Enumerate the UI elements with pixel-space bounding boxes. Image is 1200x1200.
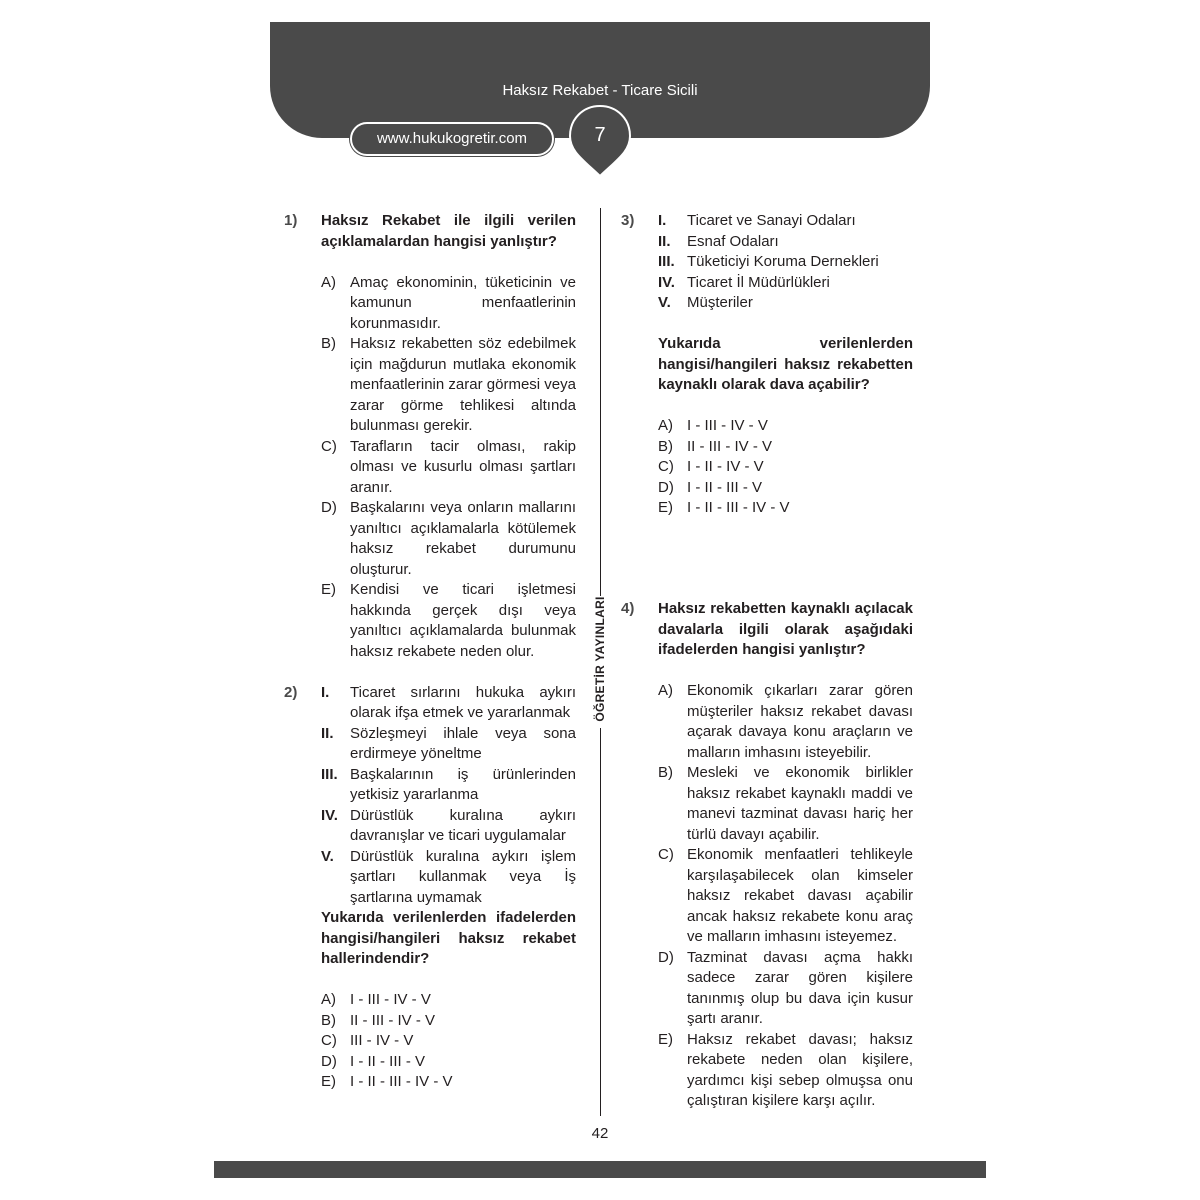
option-letter: D) [658,948,674,966]
answer-option[interactable] [658,498,913,519]
option-letter: C) [658,458,674,475]
statement-item [321,806,576,847]
option-letter: B) [321,1011,336,1029]
option-text: Ekonomik çıkarları zarar gören müşteriler haksız rekabet davası açarak davaya konu araçların ve malların imhasını isteyebilir. [687,682,913,761]
statement-item [658,252,913,273]
answer-option[interactable] [658,948,913,1030]
option-letter: A) [658,682,673,699]
option-text: Haksız rekabetten söz edebilmek için mağdurun mutlaka ekonomik menfaatlerinin zarar görmesi veya zarar görme tehlikesi altında bulunması gerekir. [350,335,576,434]
statement-text: Dürüstlük kuralına aykırı işlem şartları kullanmak veya İş şartlarına uymamak [350,847,576,906]
option-letter: A) [321,273,336,291]
option-letter: B) [658,764,673,781]
roman-numeral: III. [321,765,338,783]
question-1 [284,211,576,662]
option-text: II - III - IV - V [350,1011,436,1029]
question-number: 3) [621,212,635,229]
answer-option[interactable] [658,763,913,845]
roman-numeral: I. [321,683,330,701]
answer-option[interactable] [321,1031,576,1052]
option-letter: A) [658,417,673,434]
question-4 [621,599,913,1112]
answer-option[interactable] [321,498,576,580]
statement-text: Ticaret sırlarını hukuka aykırı olarak ifşa etmek ve yararlanmak [350,683,576,721]
answer-option[interactable] [321,1072,576,1093]
question-stem: Haksız rekabetten kaynaklı açılacak davalarla ilgili olarak aşağıdaki ifadelerden hangisi yanlıştır? [658,600,913,658]
statement-item [321,847,576,909]
website-link[interactable]: www.hukukogretir.com [350,122,554,156]
answer-option[interactable] [321,273,576,335]
answer-option[interactable] [321,334,576,437]
statement-item [658,293,913,314]
answer-option[interactable] [658,437,913,458]
option-text: I - III - IV - V [350,991,431,1008]
statement-text: Tüketiciyi Koruma Dernekleri [687,253,879,270]
option-text: I - II - IV - V [687,458,764,475]
roman-numeral: V. [321,847,334,865]
option-text: Haksız rekabet davası; haksız rekabete neden olan kişilere, yardımcı kişi sebep olmuşsa onu çalıştıran kişilere karşı açılır. [687,1030,913,1109]
statement-text: Müşteriler [687,294,753,311]
answer-option[interactable] [321,437,576,499]
publisher-side-label [589,596,611,722]
option-text: Ekonomik menfaatleri tehlikeyle karşılaşabilecek olan kimseler haksız rekabet davası açabilir ancak haksız rekabete konu araç ve malların imhasını isteyemez. [687,846,913,945]
question-number: 1) [284,212,298,229]
question-2 [284,683,576,1093]
question-stem: Haksız Rekabet ile ilgili verilen açıklamalardan hangisi yanlıştır? [321,212,576,250]
option-letter: E) [658,499,673,516]
statement-item [658,273,913,294]
statement-text: Ticaret ve Sanayi Odaları [687,212,856,229]
option-text: Tarafların tacir olması, rakip olması ve kusurlu olması şartları aranır. [350,437,576,496]
option-letter: D) [321,1052,337,1070]
statement-text: Ticaret İl Müdürlükleri [687,273,830,291]
option-text: III - IV - V [350,1032,414,1049]
option-text: Kendisi ve ticari işletmesi hakkında gerçek dışı veya yanıltıcı açıklamalarda bulunmak haksız rekabete neden olur. [350,581,576,660]
answer-option[interactable] [321,1052,576,1073]
statement-item [321,683,576,724]
option-letter: C) [321,437,337,455]
left-column [284,211,576,1093]
chapter-number-badge [568,104,632,178]
option-letter: E) [321,581,336,598]
option-letter: E) [321,1073,336,1090]
question-stem: Yukarıda verilenlerden ifadelerden hangisi/hangileri haksız rekabet hallerindendir? [321,909,576,967]
option-letter: C) [321,1032,337,1049]
answer-option[interactable] [658,416,913,437]
option-text: Mesleki ve ekonomik birlikler haksız rekabet kaynaklı maddi ve manevi tazminat davası hariç her türlü davayı açabilir. [687,764,913,843]
answer-option[interactable] [321,1011,576,1032]
answer-option[interactable] [658,457,913,478]
roman-numeral: V. [658,294,671,311]
statement-item [658,232,913,253]
chapter-number: 7 [594,124,606,146]
statement-text: Sözleşmeyi ihlale veya sona erdirmeye yöneltme [350,724,576,762]
statement-text: Dürüstlük kuralına aykırı davranışlar ve ticari uygulamalar [350,806,576,844]
question-number: 2) [284,683,298,701]
option-letter: A) [321,991,336,1008]
option-letter: B) [658,437,673,455]
option-text: I - II - III - V [687,478,762,496]
roman-numeral: IV. [321,806,338,824]
column-divider-bottom [600,728,601,1116]
answer-option[interactable] [658,845,913,948]
option-text: Başkalarını veya onların mallarını yanıltıcı açıklamalarla kötülemek haksız rekabet durumunu oluşturur. [350,499,576,578]
roman-numeral: IV. [658,273,675,291]
statement-item [321,765,576,806]
option-text: Amaç ekonominin, tüketicinin ve kamunun menfaatlerinin korunmasıdır. [350,273,576,332]
question-3 [621,211,913,519]
option-letter: D) [658,478,674,496]
statement-item [658,211,913,232]
option-text: I - II - III - IV - V [687,499,790,516]
option-letter: B) [321,335,336,352]
option-text: I - II - III - IV - V [350,1073,453,1090]
column-divider-top [600,208,601,596]
right-column-lower [621,599,913,1112]
roman-numeral: II. [658,232,671,250]
statement-text: Başkalarının iş ürünlerinden yetkisiz yararlanma [350,765,576,803]
chapter-title: Haksız Rekabet - Ticare Sicili [502,82,698,99]
answer-option[interactable] [321,580,576,662]
right-column [621,211,913,519]
option-text: I - III - IV - V [687,417,768,434]
footer-bar [214,1161,986,1178]
statement-item [321,724,576,765]
answer-option[interactable] [658,1030,913,1112]
publisher-name: ÖĞRETİR YAYINLARI [593,596,607,722]
answer-option[interactable] [658,478,913,499]
option-letter: C) [658,846,674,863]
option-letter: E) [658,1030,673,1048]
answer-option[interactable] [658,681,913,763]
question-number: 4) [621,600,635,617]
option-letter: D) [321,499,337,516]
page-number: 42 [591,1125,609,1142]
option-text: I - II - III - V [350,1052,425,1070]
option-text: Tazminat davası açma hakkı sadece zarar gören kişilere tanınmış olup bu dava için kusur şartı aranır. [687,948,913,1027]
roman-numeral: II. [321,724,334,742]
answer-option[interactable] [321,990,576,1011]
roman-numeral: III. [658,253,675,270]
roman-numeral: I. [658,212,667,229]
option-text: II - III - IV - V [687,437,773,455]
question-stem: Yukarıda verilenlerden hangisi/hangileri haksız rekabetten kaynaklı olarak dava açabilir? [658,335,913,393]
statement-text: Esnaf Odaları [687,232,779,250]
